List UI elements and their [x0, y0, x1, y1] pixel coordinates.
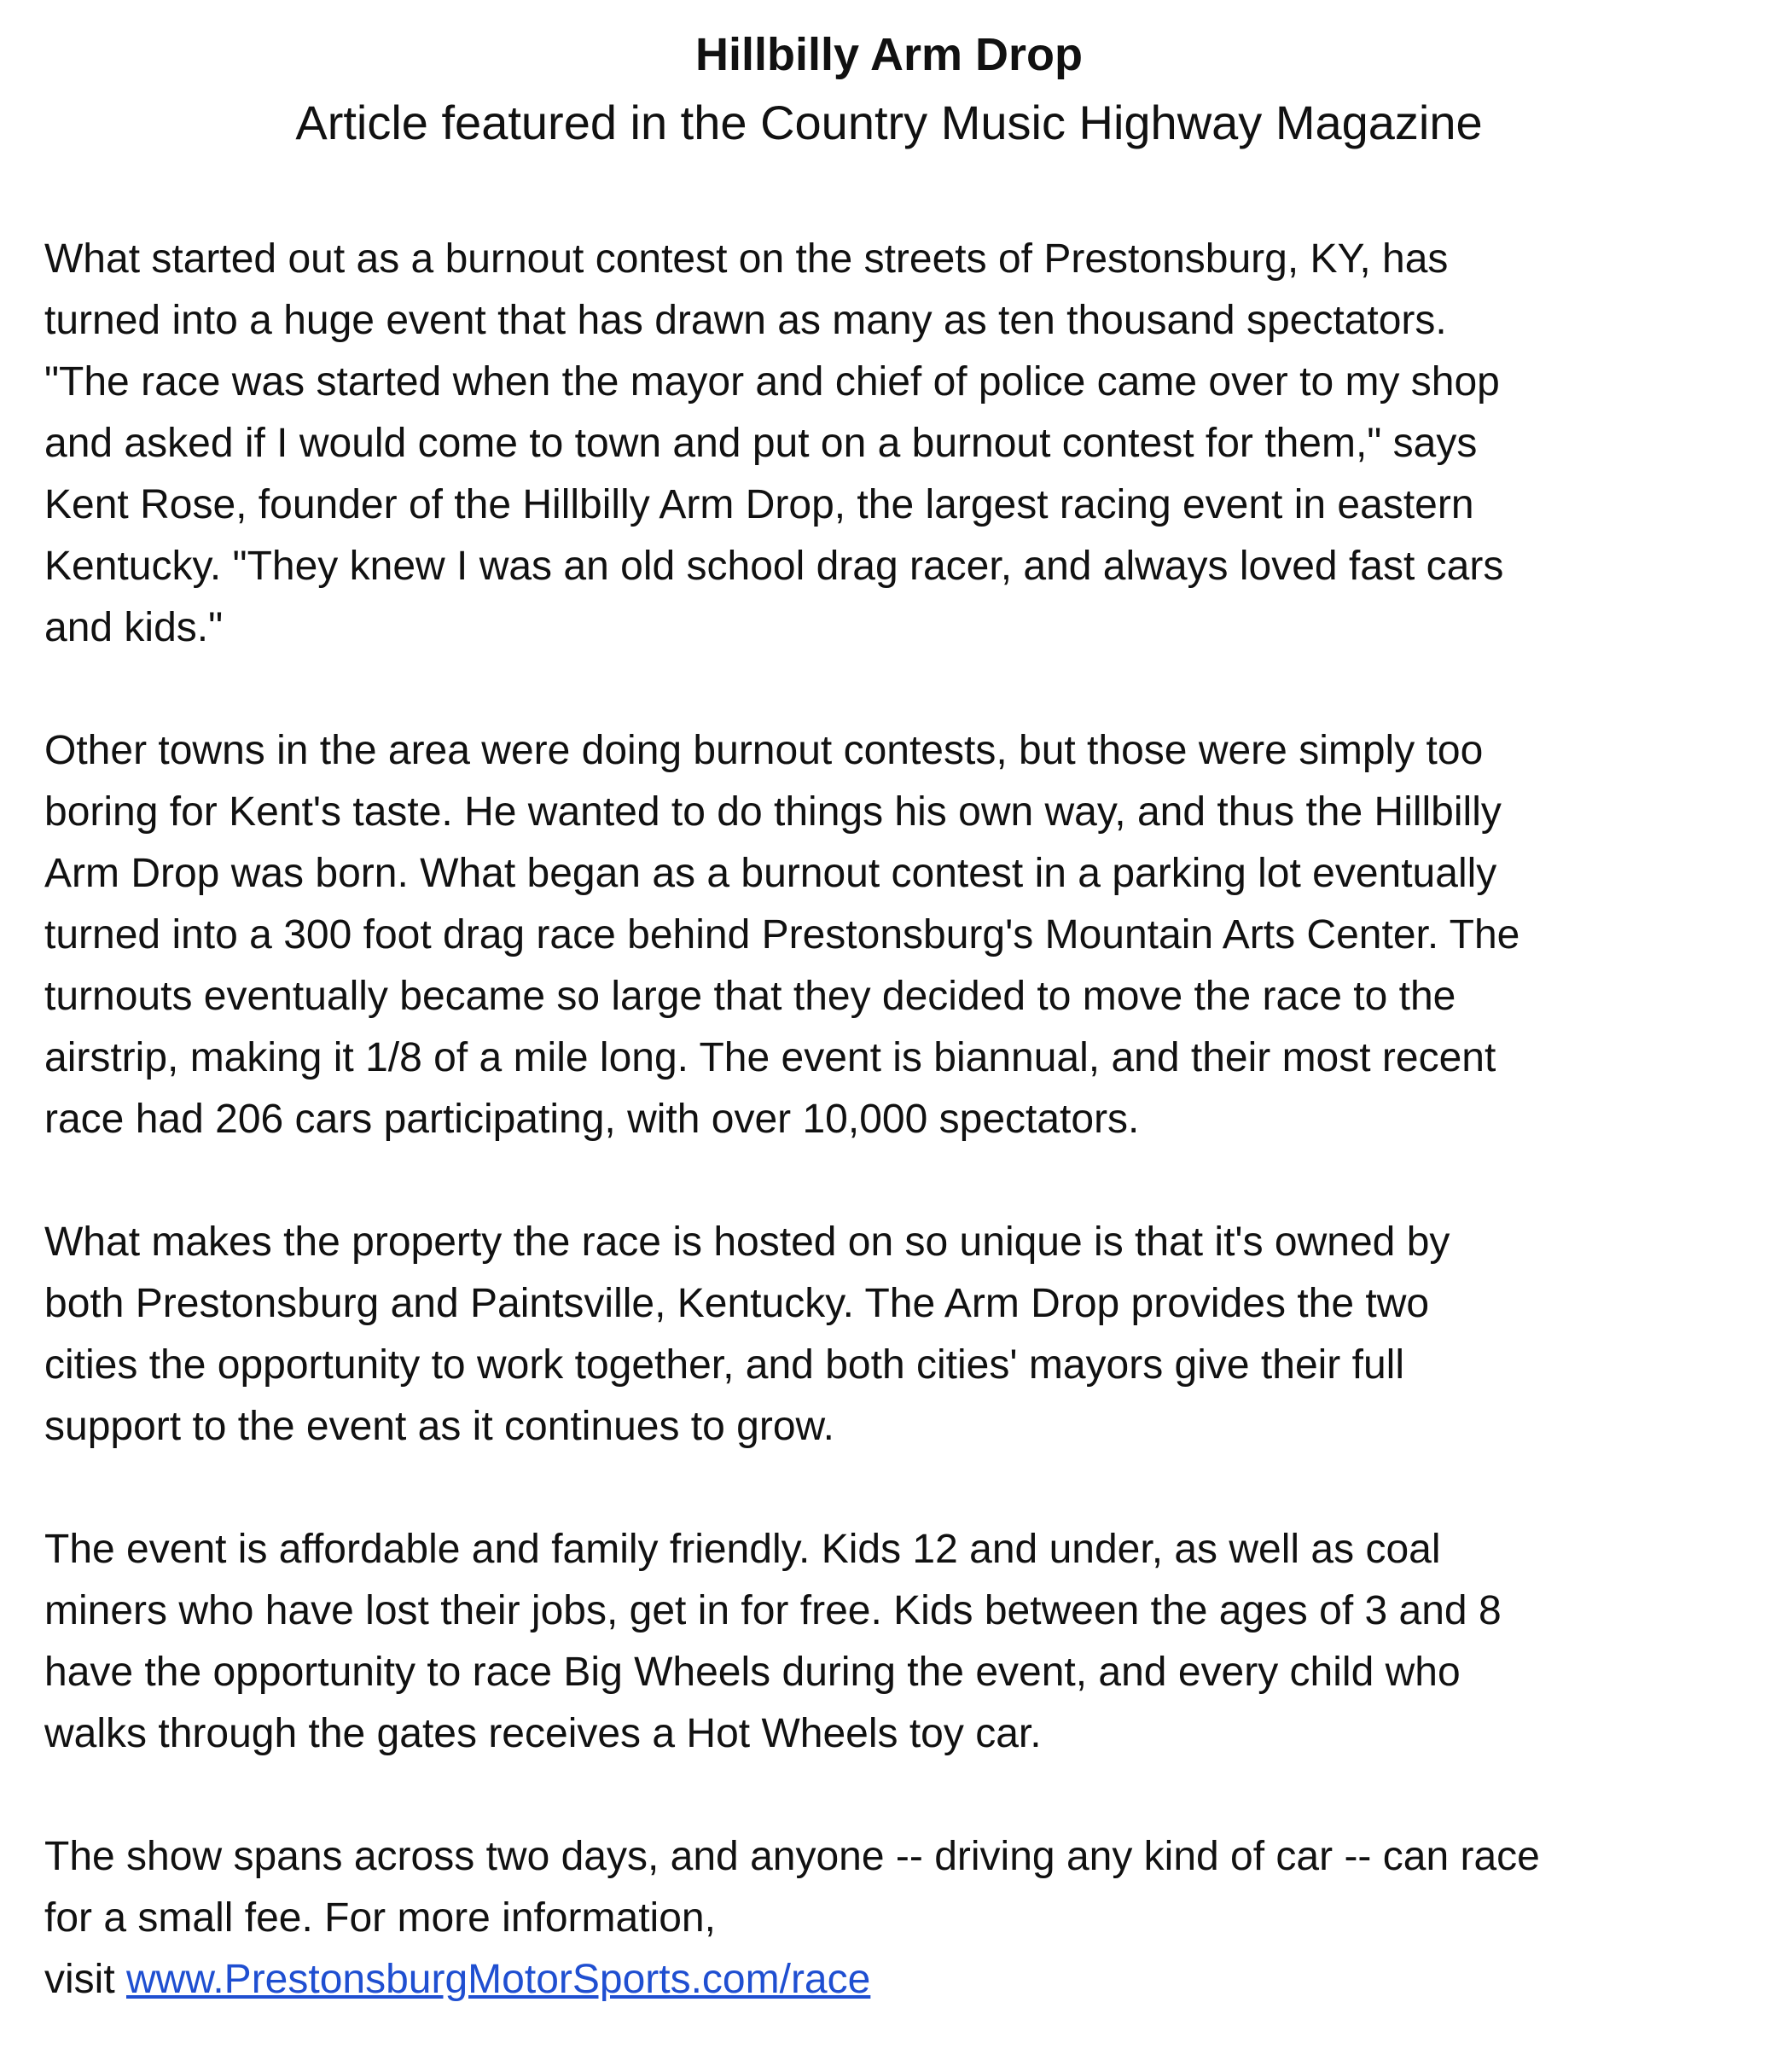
paragraph-line: cities the opportunity to work together, and both cities' mayors give their full	[44, 1342, 1404, 1388]
paragraph-line: and kids."	[44, 605, 224, 650]
paragraph-line: Kentucky. "They knew I was an old school drag racer, and always loved fast cars	[44, 544, 1504, 589]
paragraph-line: turned into a 300 foot drag race behind Prestonsburg's Mountain Arts Center. The	[44, 912, 1520, 957]
paragraph-line: Kent Rose, founder of the Hillbilly Arm Drop, the largest racing event in eastern	[44, 482, 1474, 527]
paragraph-line: What started out as a burnout contest on the streets of Prestonsburg, KY, has	[44, 236, 1449, 282]
paragraph-line: race had 206 cars participating, with over 10,000 spectators.	[44, 1097, 1140, 1142]
paragraph-line: What makes the property the race is hosted on so unique is that it's owned by	[44, 1219, 1450, 1265]
paragraph-line: both Prestonsburg and Paintsville, Kentucky. The Arm Drop provides the two	[44, 1281, 1430, 1326]
paragraph-3	[44, 1212, 1751, 1458]
paragraph-5	[44, 1826, 1751, 2011]
article-body	[44, 229, 1751, 2072]
paragraph-line: turnouts eventually became so large that they decided to move the race to the	[44, 974, 1456, 1019]
closing-line	[44, 1949, 1751, 2011]
paragraph-2	[44, 720, 1751, 1150]
paragraph-line: boring for Kent's taste. He wanted to do things his own way, and thus the Hillbilly	[44, 789, 1502, 835]
website-link[interactable]: www.PrestonsburgMotorSports.com/race	[126, 1957, 871, 2002]
paragraph-line: walks through the gates receives a Hot Wheels toy car.	[44, 1711, 1042, 1756]
paragraph-line: Arm Drop was born. What began as a burnout contest in a parking lot eventually	[44, 851, 1497, 896]
closing-prefix: visit	[44, 1957, 126, 2002]
paragraph-line: miners who have lost their jobs, get in for free. Kids between the ages of 3 and 8	[44, 1588, 1502, 1633]
paragraph-1	[44, 229, 1751, 659]
paragraph-line: The show spans across two days, and anyone -- driving any kind of car -- can race	[44, 1834, 1540, 1879]
article-subtitle: Article featured in the Country Music Highway Magazine	[295, 96, 1483, 149]
paragraph-line: have the opportunity to race Big Wheels during the event, and every child who	[44, 1650, 1461, 1695]
article-title: Hillbilly Arm Drop	[694, 29, 1084, 80]
paragraph-4	[44, 1519, 1751, 1765]
paragraph-line: airstrip, making it 1/8 of a mile long. The event is biannual, and their most recent	[44, 1035, 1496, 1080]
paragraph-line: turned into a huge event that has drawn as many as ten thousand spectators.	[44, 298, 1447, 343]
paragraph-line: for a small fee. For more information,	[44, 1895, 716, 1941]
paragraph-line: The event is affordable and family friendly. Kids 12 and under, as well as coal	[44, 1527, 1441, 1572]
paragraph-line: "The race was started when the mayor and chief of police came over to my shop	[44, 359, 1500, 405]
paragraph-line: Other towns in the area were doing burnout contests, but those were simply too	[44, 728, 1484, 773]
paragraph-line: support to the event as it continues to grow.	[44, 1404, 834, 1449]
paragraph-line: and asked if I would come to town and put on a burnout contest for them," says	[44, 421, 1478, 466]
